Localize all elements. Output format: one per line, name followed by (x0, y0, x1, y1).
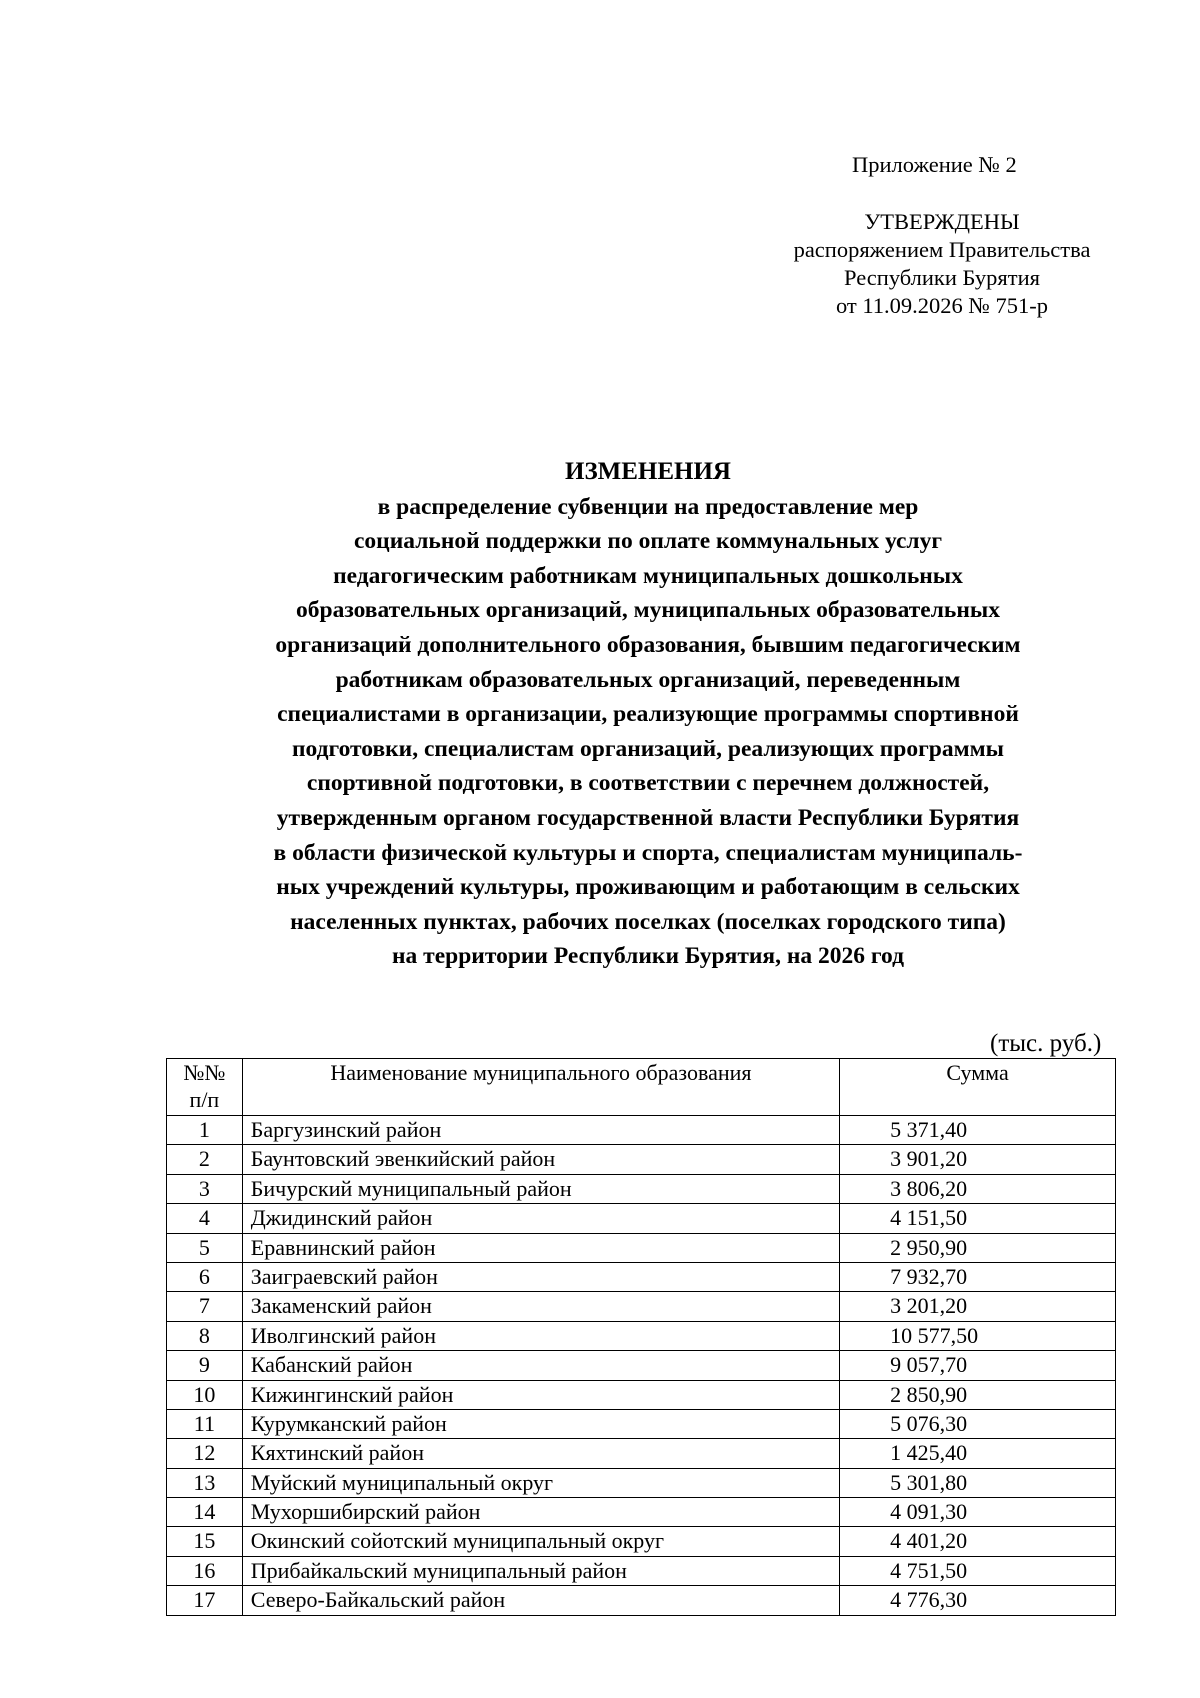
row-number: 7 (167, 1292, 243, 1321)
title-line: педагогическим работникам муниципальных дошкольных (333, 562, 963, 589)
row-number: 11 (167, 1409, 243, 1438)
units-label: (тыс. руб.) (990, 1030, 1102, 1057)
row-municipality: Еравнинский район (242, 1233, 839, 1262)
row-number: 3 (167, 1174, 243, 1203)
title-line: социальной поддержки по оплате коммунальных услуг (353, 528, 943, 555)
row-sum: 3 806,20 (840, 1174, 1116, 1203)
appendix-label: Приложение № 2 (852, 152, 1017, 177)
row-number: 5 (167, 1233, 243, 1262)
table-row (167, 1262, 1116, 1291)
row-sum: 4 091,30 (840, 1498, 1116, 1527)
row-sum: 2 950,90 (840, 1233, 1116, 1262)
row-municipality: Кабанский район (242, 1351, 839, 1380)
title-line: на территории Республики Бурятия, на 2026 год (392, 943, 904, 970)
row-number: 17 (167, 1586, 243, 1615)
row-number: 1 (167, 1116, 243, 1145)
table-row (167, 1321, 1116, 1350)
header-num-line2: п/п (189, 1087, 220, 1112)
table-row (167, 1380, 1116, 1409)
table-body (167, 1116, 1116, 1616)
row-number: 12 (167, 1439, 243, 1468)
table-row (167, 1145, 1116, 1174)
approval-line: распоряжением Правительства (793, 237, 1091, 262)
approval-line: УТВЕРЖДЕНЫ (864, 209, 1020, 234)
row-municipality: Курумканский район (242, 1409, 839, 1438)
table-row (167, 1468, 1116, 1497)
row-sum: 5 076,30 (840, 1409, 1116, 1438)
row-municipality: Мухоршибирский район (242, 1498, 839, 1527)
table-row (167, 1116, 1116, 1145)
row-number: 8 (167, 1321, 243, 1350)
row-sum: 10 577,50 (840, 1321, 1116, 1350)
table-row (167, 1351, 1116, 1380)
row-sum: 1 425,40 (840, 1439, 1116, 1468)
row-sum: 5 301,80 (840, 1468, 1116, 1497)
row-sum: 2 850,90 (840, 1380, 1116, 1409)
approval-date: от 11.09.2026 № 751-р (835, 293, 1049, 318)
row-number: 10 (167, 1380, 243, 1409)
row-sum: 4 776,30 (840, 1586, 1116, 1615)
row-sum: 3 201,20 (840, 1292, 1116, 1321)
title-line: работникам образовательных организаций, переведенным (335, 666, 961, 693)
title-line: утвержденным органом государственной власти Республики Бурятия (276, 804, 1020, 831)
title-line: подготовки, специалистам организаций, реализующих программы (292, 735, 1004, 762)
row-municipality: Окинский сойотский муниципальный округ (242, 1527, 839, 1556)
row-municipality: Прибайкальский муниципальный район (242, 1556, 839, 1585)
row-number: 14 (167, 1498, 243, 1527)
row-municipality: Джидинский район (242, 1204, 839, 1233)
distribution-table (166, 1058, 1116, 1616)
row-municipality: Кижингинский район (242, 1380, 839, 1409)
approval-block (740, 208, 1144, 320)
row-number: 9 (167, 1351, 243, 1380)
row-sum: 3 901,20 (840, 1145, 1116, 1174)
row-number: 15 (167, 1527, 243, 1556)
row-municipality: Баунтовский эвенкийский район (242, 1145, 839, 1174)
row-sum: 4 401,20 (840, 1527, 1116, 1556)
table-row (167, 1439, 1116, 1468)
table-row (167, 1292, 1116, 1321)
table-row (167, 1409, 1116, 1438)
row-municipality: Баргузинский район (242, 1116, 839, 1145)
row-number: 2 (167, 1145, 243, 1174)
table-row (167, 1174, 1116, 1203)
title-line: специалистами в организации, реализующие программы спортивной (277, 701, 1019, 728)
row-sum: 4 151,50 (840, 1204, 1116, 1233)
title-line: в распределение субвенции на предоставление мер (377, 493, 919, 520)
approval-line: Республики Бурятия (844, 265, 1040, 290)
row-sum: 9 057,70 (840, 1351, 1116, 1380)
row-municipality: Заиграевский район (242, 1262, 839, 1291)
row-number: 16 (167, 1556, 243, 1585)
table-row (167, 1556, 1116, 1585)
row-municipality: Муйский муниципальный округ (242, 1468, 839, 1497)
table-header-row (167, 1059, 1116, 1116)
row-sum: 4 751,50 (840, 1556, 1116, 1585)
table-row (167, 1498, 1116, 1527)
row-number: 13 (167, 1468, 243, 1497)
title-line: образовательных организаций, муниципальных образовательных (296, 597, 1000, 624)
row-municipality: Иволгинский район (242, 1321, 839, 1350)
title-line: населенных пунктах, рабочих поселках (поселках городского типа) (290, 908, 1006, 935)
row-sum: 7 932,70 (840, 1262, 1116, 1291)
header-name: Наименование муниципального образования (242, 1059, 839, 1116)
title-line: организаций дополнительного образования, бывшим педагогическим (275, 631, 1021, 658)
row-municipality: Кяхтинский район (242, 1439, 839, 1468)
header-sum: Сумма (840, 1059, 1116, 1116)
table-row (167, 1527, 1116, 1556)
title-line: ных учреждений культуры, проживающим и работающим в сельских (276, 874, 1020, 901)
title-line: спортивной подготовки, в соответствии с перечнем должностей, (306, 770, 990, 797)
table-row (167, 1586, 1116, 1615)
row-sum: 5 371,40 (840, 1116, 1116, 1145)
row-municipality: Бичурский муниципальный район (242, 1174, 839, 1203)
main-title: ИЗМЕНЕНИЯ (565, 458, 731, 485)
title-line: в области физической культуры и спорта, специалистам муниципаль- (273, 839, 1023, 866)
row-municipality: Северо-Байкальский район (242, 1586, 839, 1615)
row-number: 4 (167, 1204, 243, 1233)
table-row (167, 1233, 1116, 1262)
table-row (167, 1204, 1116, 1233)
header-num (167, 1059, 243, 1116)
row-municipality: Закаменский район (242, 1292, 839, 1321)
row-number: 6 (167, 1262, 243, 1291)
document-title (130, 455, 1166, 974)
header-num-line1: №№ (183, 1060, 226, 1085)
